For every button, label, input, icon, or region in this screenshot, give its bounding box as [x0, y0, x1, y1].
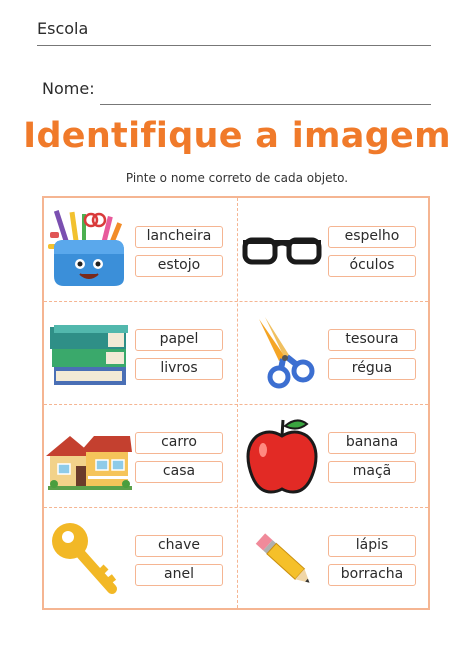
glasses-icon: [239, 208, 325, 290]
option-anel[interactable]: anel: [135, 564, 223, 586]
option-estojo[interactable]: estojo: [135, 255, 223, 277]
name-line[interactable]: [100, 104, 431, 105]
pencil-case-icon: [46, 208, 132, 290]
option-tesoura[interactable]: tesoura: [328, 329, 416, 351]
option-borracha[interactable]: borracha: [328, 564, 416, 586]
pencil-icon: [239, 517, 325, 599]
scissors-icon: [239, 311, 325, 393]
school-label: Escola: [37, 19, 89, 38]
exercise-cell-scissors: [237, 301, 430, 404]
instructions: Pinte o nome correto de cada objeto.: [125, 171, 349, 185]
option-lancheira[interactable]: lancheira: [135, 226, 223, 248]
option-espelho[interactable]: espelho: [328, 226, 416, 248]
exercise-grid: [42, 196, 430, 610]
exercise-cell-glasses: [237, 198, 430, 301]
option-casa[interactable]: casa: [135, 461, 223, 483]
option-maca[interactable]: maçã: [328, 461, 416, 483]
exercise-cell-pencil-case: [44, 198, 237, 301]
exercise-cell-key: [44, 507, 237, 610]
exercise-cell-books: [44, 301, 237, 404]
option-carro[interactable]: carro: [135, 432, 223, 454]
option-livros[interactable]: livros: [135, 358, 223, 380]
option-papel[interactable]: papel: [135, 329, 223, 351]
house-icon: [46, 414, 132, 496]
school-line[interactable]: [37, 45, 431, 46]
option-banana[interactable]: banana: [328, 432, 416, 454]
apple-icon: [239, 414, 325, 496]
exercise-cell-pencil: [237, 507, 430, 610]
option-oculos[interactable]: óculos: [328, 255, 416, 277]
name-label: Nome:: [42, 79, 95, 98]
option-lapis[interactable]: lápis: [328, 535, 416, 557]
option-regua[interactable]: régua: [328, 358, 416, 380]
key-icon: [46, 517, 132, 599]
option-chave[interactable]: chave: [135, 535, 223, 557]
books-icon: [46, 311, 132, 393]
exercise-cell-house: [44, 404, 237, 507]
page-title: Identifique a imagem: [23, 116, 451, 156]
exercise-cell-apple: [237, 404, 430, 507]
